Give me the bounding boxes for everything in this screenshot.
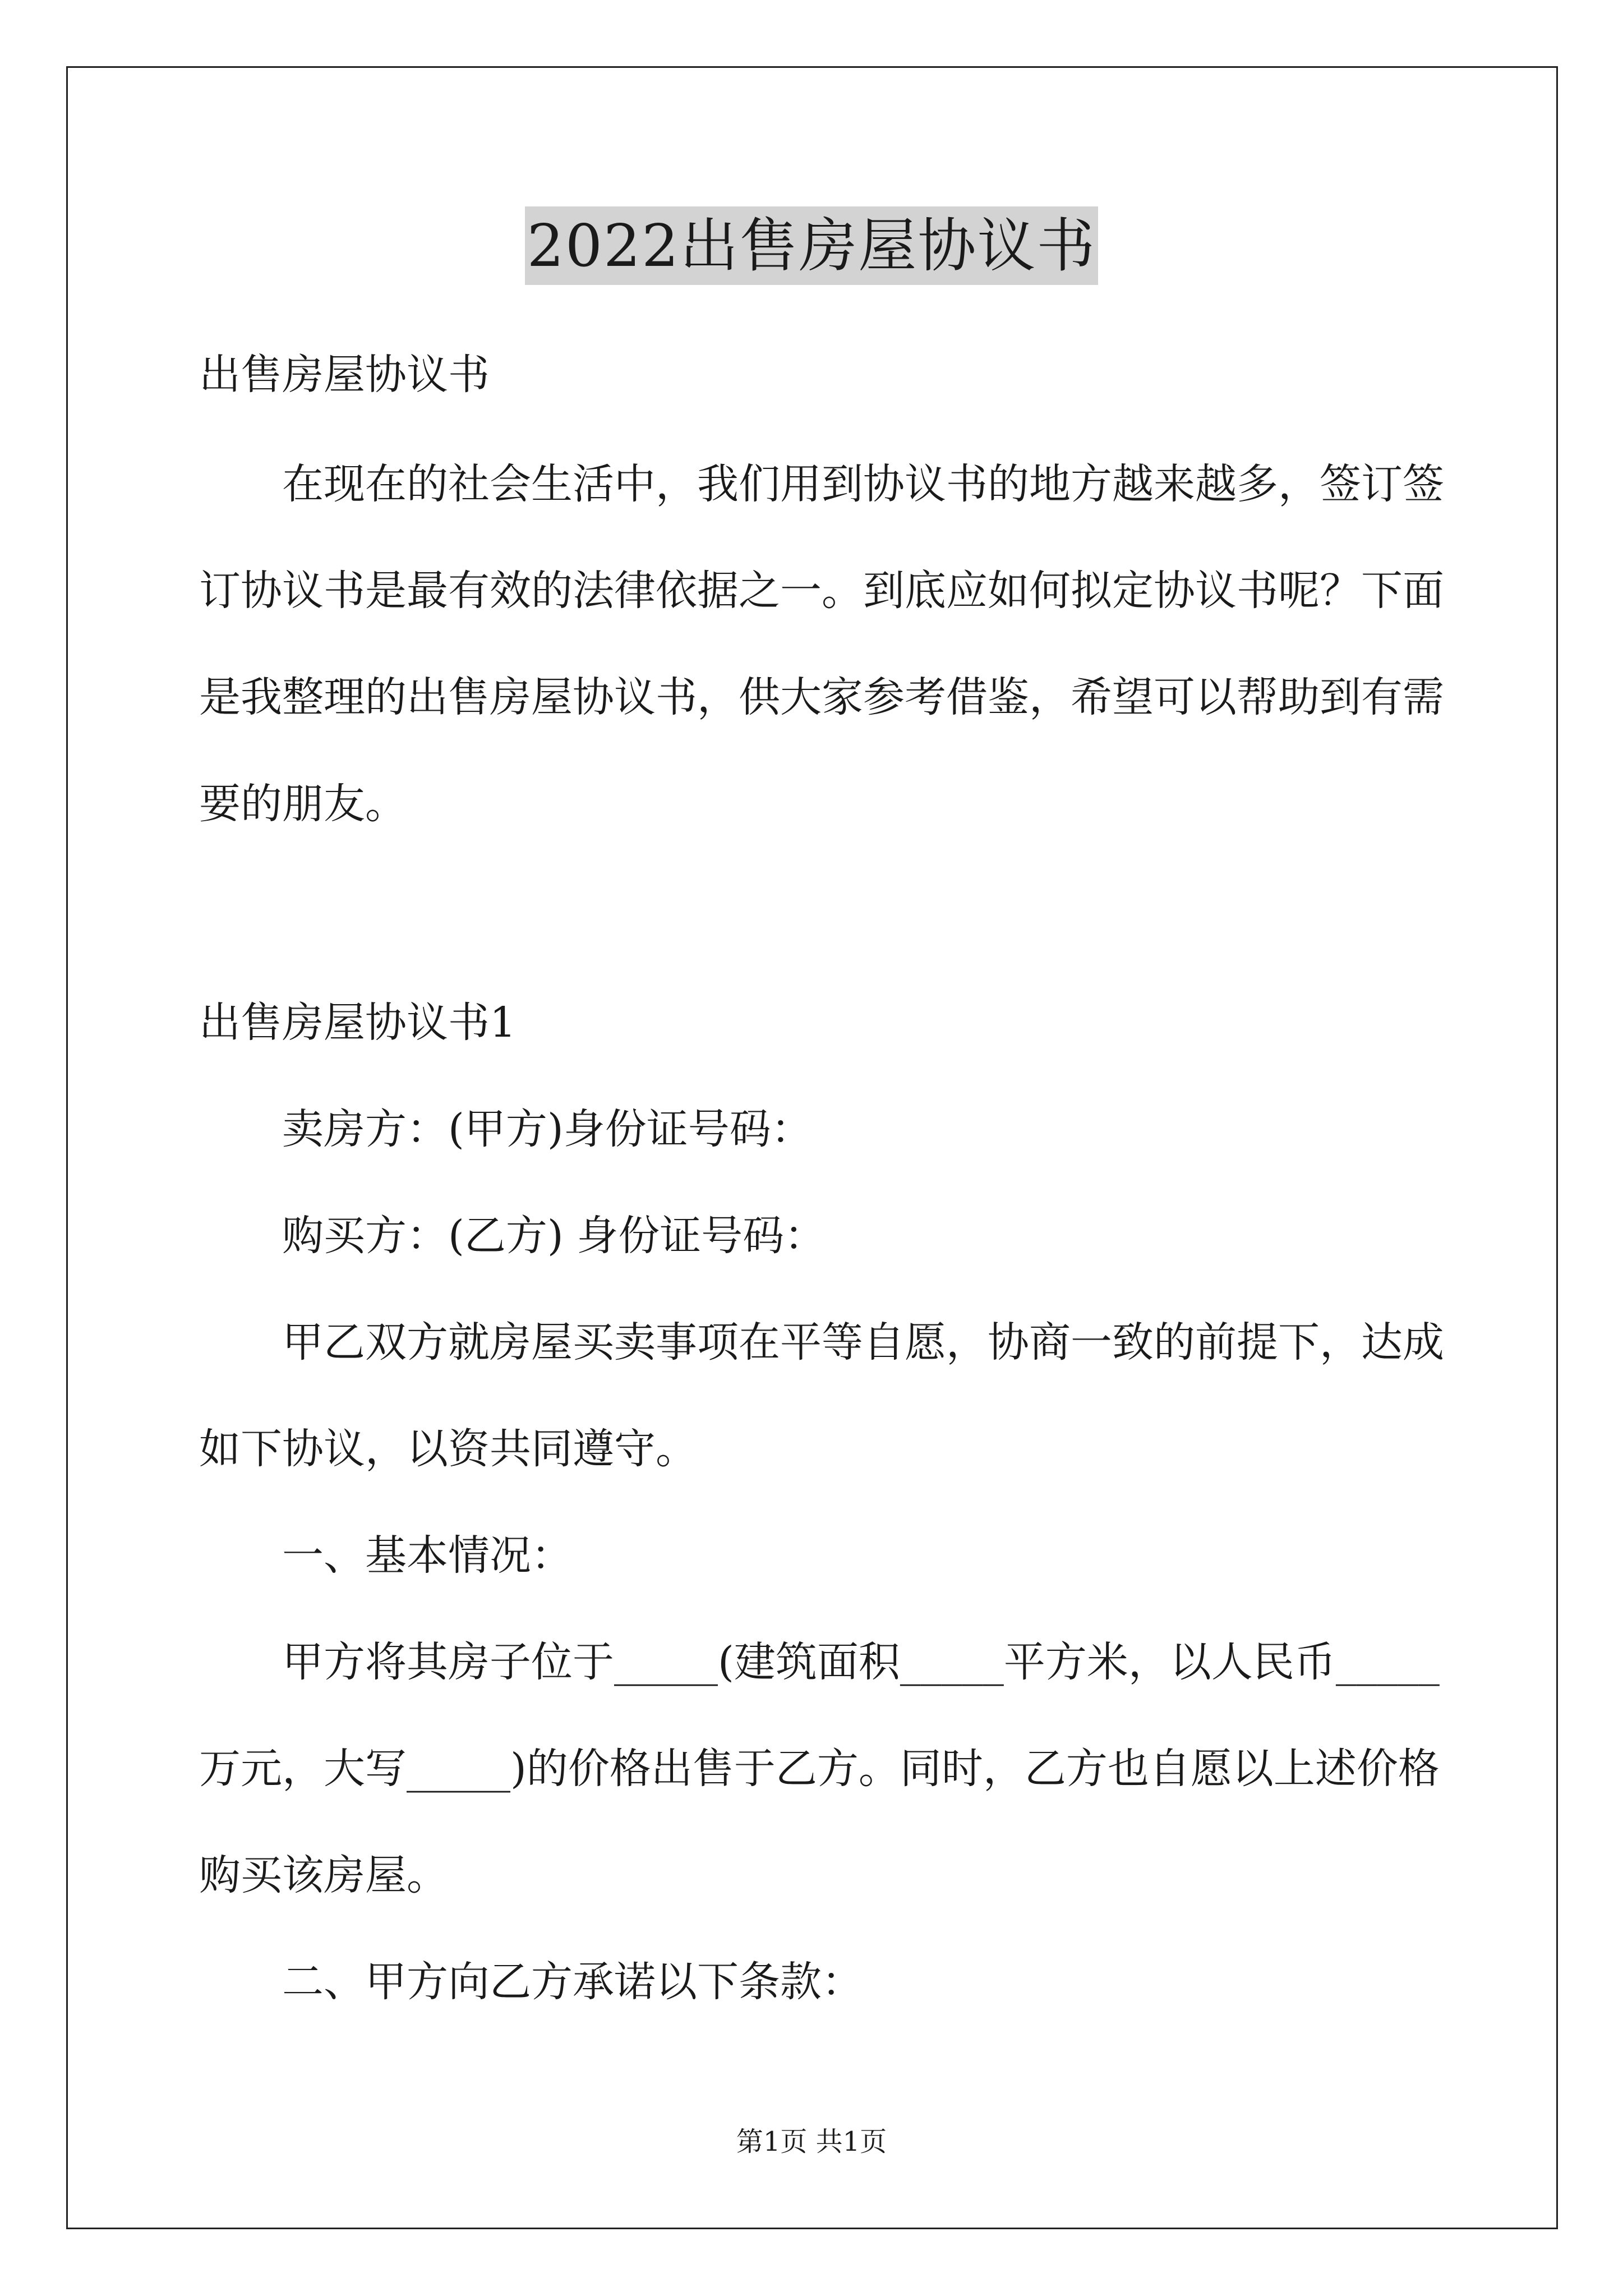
section1-line-2: 万元，大写_____)的价格出售于乙方。同时，乙方也自愿以上述价格 [199, 1745, 1440, 1793]
intro-line-3: 是我整理的出售房屋协议书，供大家参考借鉴，希望可以帮助到有需 [199, 673, 1444, 721]
section1-title: 一、基本情况： [282, 1531, 573, 1580]
document-title: 2022出售房屋协议书 [525, 206, 1099, 285]
intro-line-1: 在现在的社会生活中，我们用到协议书的地方越来越多，签订签 [282, 460, 1444, 508]
section2-title: 二、甲方向乙方承诺以下条款： [282, 1958, 863, 2006]
intro-line-2: 订协议书是最有效的法律依据之一。到底应如何拟定协议书呢？下面 [199, 567, 1444, 615]
intro-line-4: 要的朋友。 [199, 780, 407, 828]
section-heading: 出售房屋协议书 [199, 351, 490, 399]
agreement-line-1: 甲乙双方就房屋买卖事项在平等自愿，协商一致的前提下，达成 [282, 1318, 1444, 1366]
seller-line: 卖房方：(甲方)身份证号码： [282, 1105, 813, 1153]
section1-line-3: 购买该房屋。 [199, 1851, 448, 1899]
page-footer: 第1页 共1页 [736, 2126, 887, 2157]
section1-line-1: 甲方将其房子位于_____(建筑面积_____平方米，以人民币_____ [282, 1638, 1440, 1686]
agreement-heading: 出售房屋协议书1 [199, 999, 517, 1047]
buyer-line: 购买方：(乙方) 身份证号码： [282, 1212, 826, 1260]
title-container [0, 206, 1623, 285]
agreement-line-2: 如下协议，以资共同遵守。 [199, 1425, 697, 1473]
